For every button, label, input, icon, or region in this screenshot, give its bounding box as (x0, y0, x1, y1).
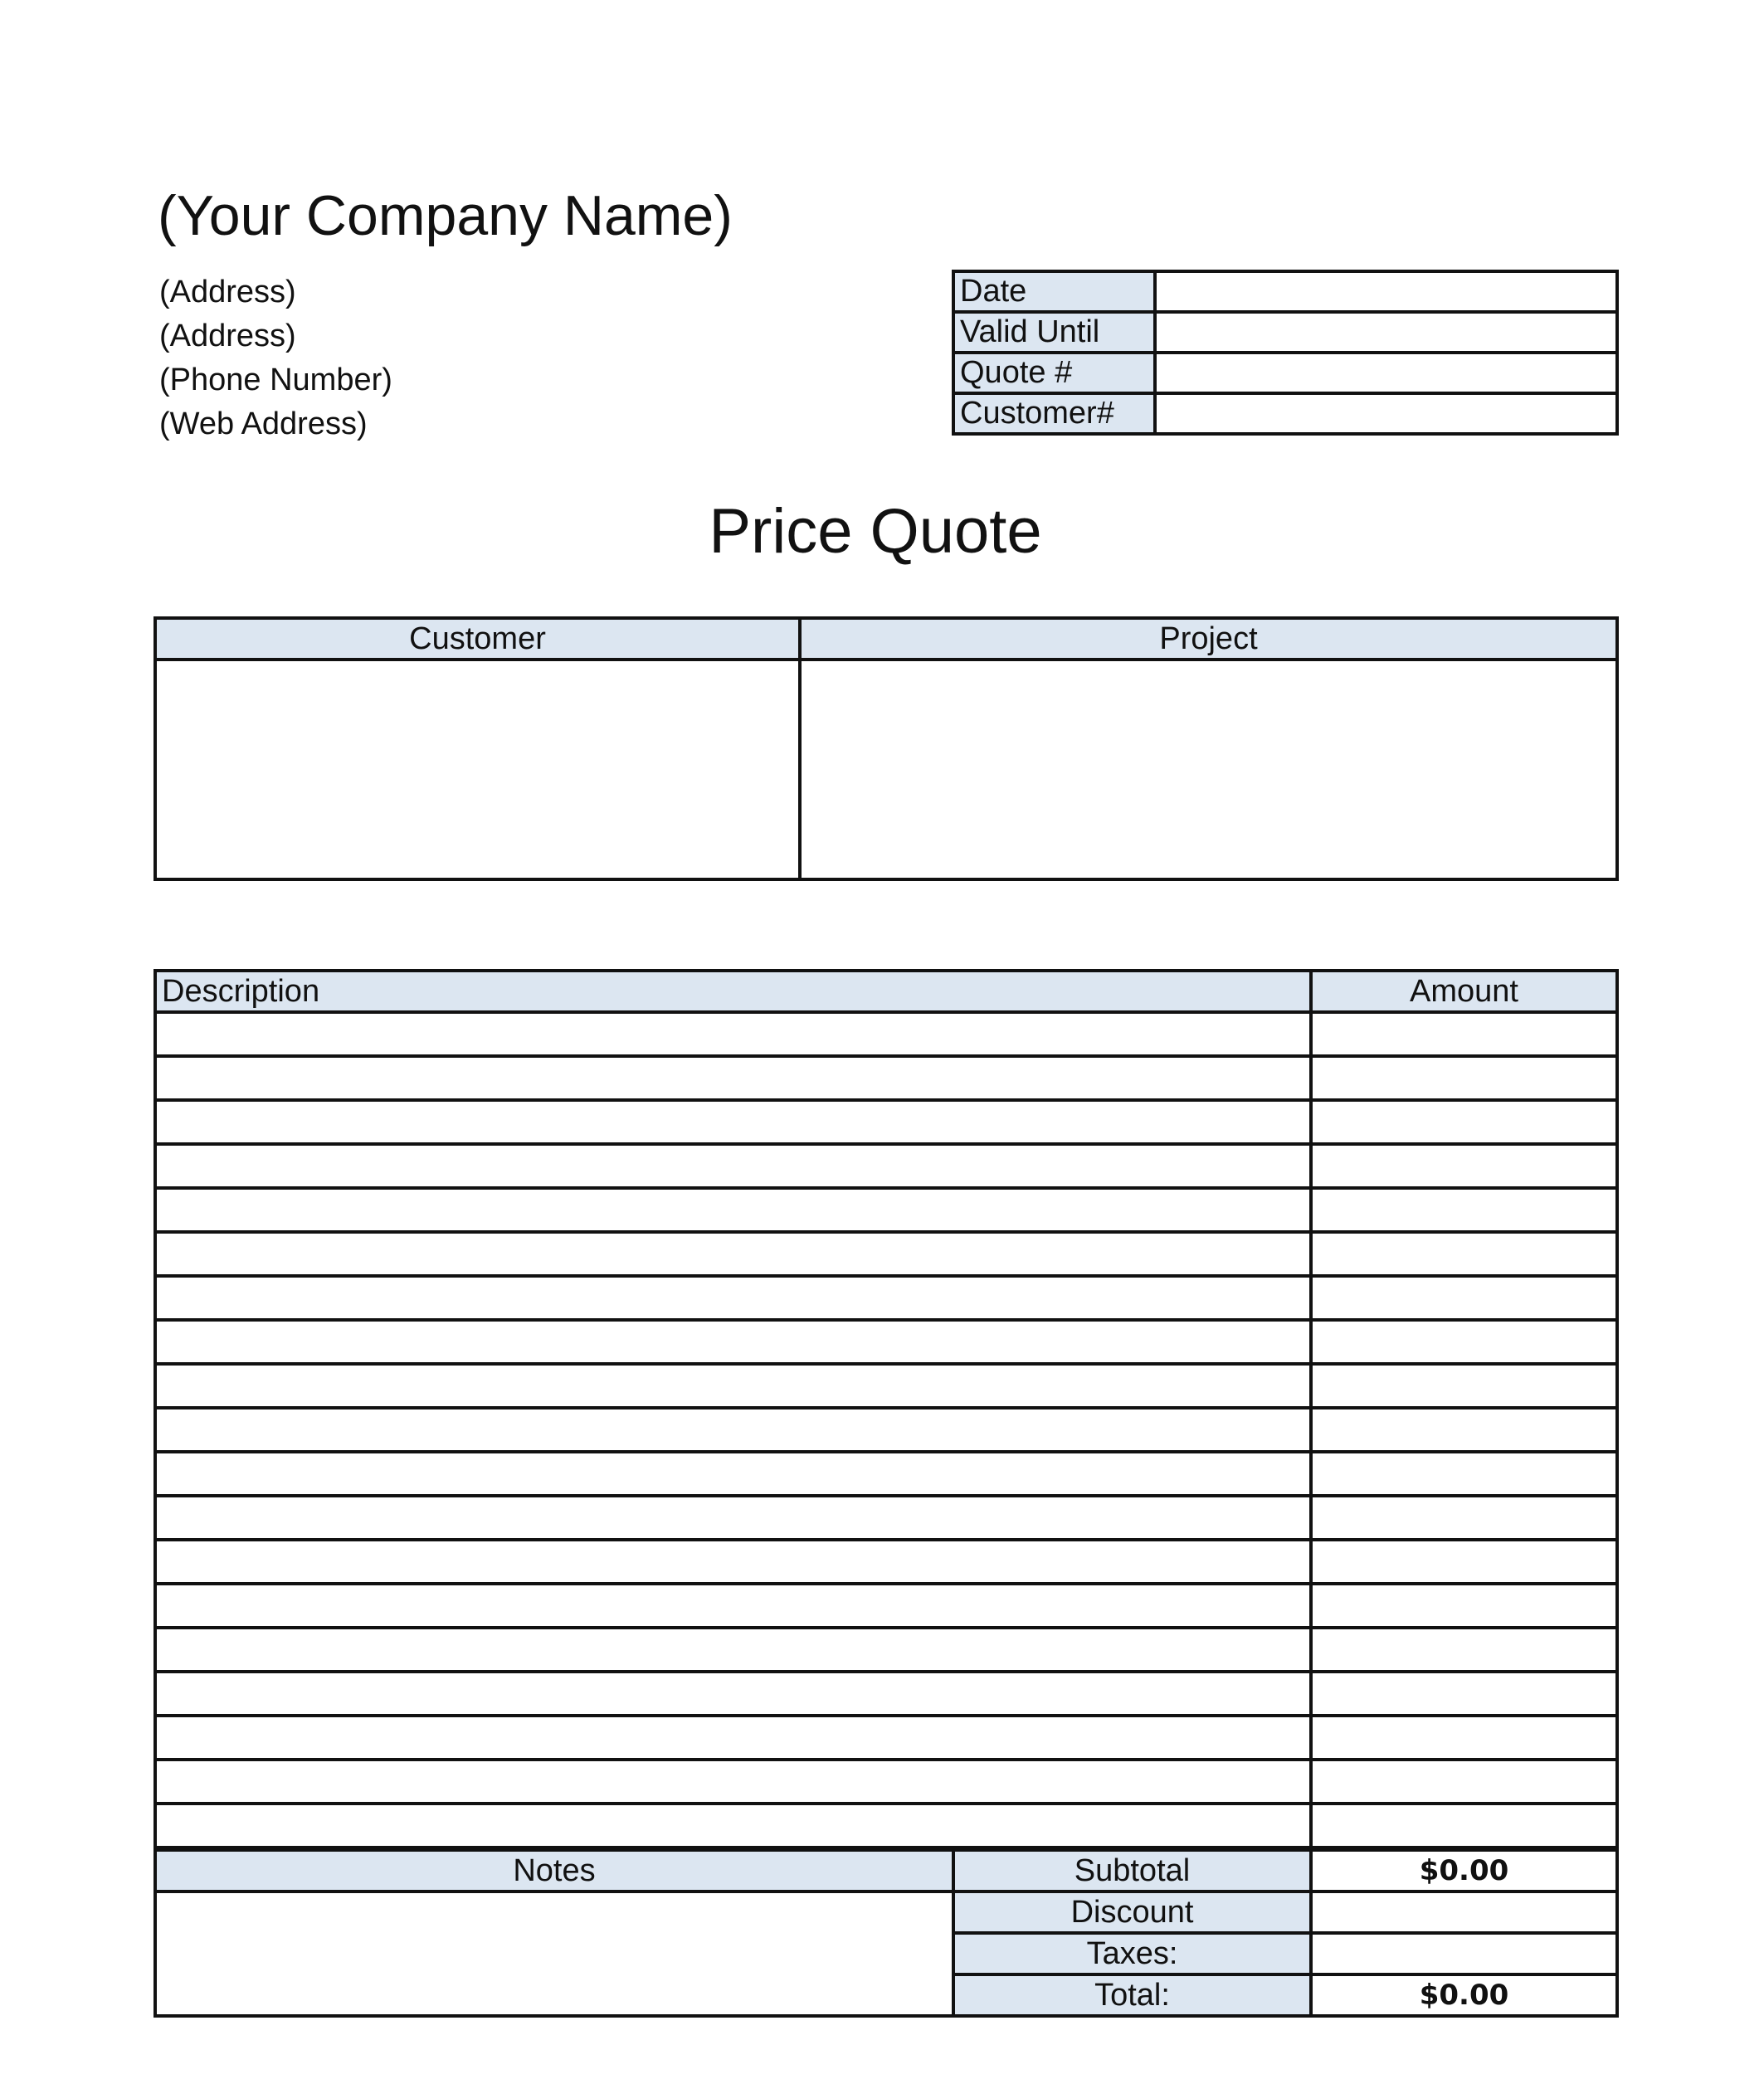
customer-number-label: Customer# (953, 393, 1155, 434)
description-header: Description (155, 971, 1311, 1012)
amount-cell[interactable] (1311, 1408, 1617, 1452)
amount-cell[interactable] (1311, 1276, 1617, 1320)
subtotal-label: Subtotal (953, 1850, 1311, 1891)
customer-details-field[interactable] (155, 660, 800, 879)
description-cell[interactable] (155, 1056, 1311, 1100)
subtotal-value: $0.00 (1311, 1850, 1617, 1891)
description-cell[interactable] (155, 1364, 1311, 1408)
description-cell[interactable] (155, 1760, 1311, 1804)
table-row (155, 1408, 1617, 1452)
date-value[interactable] (1155, 271, 1617, 312)
description-cell[interactable] (155, 1628, 1311, 1672)
total-label: Total: (953, 1974, 1311, 2016)
meta-row-valid-until (953, 312, 1617, 353)
description-cell[interactable] (155, 1496, 1311, 1540)
taxes-value[interactable] (1311, 1933, 1617, 1974)
table-row (155, 1276, 1617, 1320)
description-cell[interactable] (155, 1584, 1311, 1628)
amount-header: Amount (1311, 971, 1617, 1012)
customer-number-value[interactable] (1155, 393, 1617, 434)
total-value: $0.00 (1311, 1974, 1617, 2016)
description-cell[interactable] (155, 1100, 1311, 1144)
amount-cell[interactable] (1311, 1144, 1617, 1188)
table-row (155, 1804, 1617, 1848)
table-row (155, 1540, 1617, 1584)
web-address: (Web Address) (159, 407, 368, 441)
description-cell[interactable] (155, 1232, 1311, 1276)
project-header: Project (800, 618, 1617, 660)
amount-cell[interactable] (1311, 1584, 1617, 1628)
table-row (155, 1496, 1617, 1540)
address-line-1: (Address) (159, 275, 296, 309)
description-cell[interactable] (155, 1012, 1311, 1056)
amount-cell[interactable] (1311, 1012, 1617, 1056)
company-contact (159, 270, 392, 446)
amount-cell[interactable] (1311, 1232, 1617, 1276)
table-row (155, 1452, 1617, 1496)
description-cell[interactable] (155, 1320, 1311, 1364)
discount-label: Discount (953, 1891, 1311, 1933)
table-row (155, 1188, 1617, 1232)
table-row (155, 1320, 1617, 1364)
company-name: (Your Company Name) (158, 184, 733, 247)
amount-cell[interactable] (1311, 1188, 1617, 1232)
quote-meta-table (952, 270, 1619, 436)
amount-cell[interactable] (1311, 1100, 1617, 1144)
quote-number-value[interactable] (1155, 353, 1617, 393)
project-details-field[interactable] (800, 660, 1617, 879)
meta-row-date (953, 271, 1617, 312)
table-row (155, 1056, 1617, 1100)
table-row (155, 1232, 1617, 1276)
amount-cell[interactable] (1311, 1760, 1617, 1804)
table-row (155, 1364, 1617, 1408)
notes-header: Notes (155, 1850, 953, 1891)
valid-until-label: Valid Until (953, 312, 1155, 353)
table-row (155, 1672, 1617, 1716)
taxes-label: Taxes: (953, 1933, 1311, 1974)
meta-row-customer-number (953, 393, 1617, 434)
description-cell[interactable] (155, 1188, 1311, 1232)
page-title-text: Price Quote (709, 496, 1042, 567)
table-row (155, 1628, 1617, 1672)
line-items-body (155, 1012, 1617, 1848)
line-items-table (153, 969, 1619, 1849)
amount-cell[interactable] (1311, 1320, 1617, 1364)
description-cell[interactable] (155, 1408, 1311, 1452)
date-label: Date (953, 271, 1155, 312)
amount-cell[interactable] (1311, 1364, 1617, 1408)
amount-cell[interactable] (1311, 1056, 1617, 1100)
description-cell[interactable] (155, 1804, 1311, 1848)
description-cell[interactable] (155, 1452, 1311, 1496)
table-row (155, 1584, 1617, 1628)
valid-until-value[interactable] (1155, 312, 1617, 353)
description-cell[interactable] (155, 1144, 1311, 1188)
amount-cell[interactable] (1311, 1628, 1617, 1672)
address-line-2: (Address) (159, 319, 296, 353)
notes-field[interactable] (155, 1891, 953, 2016)
table-row (155, 1012, 1617, 1056)
customer-project-table (153, 616, 1619, 881)
description-cell[interactable] (155, 1540, 1311, 1584)
table-row (155, 1760, 1617, 1804)
amount-cell[interactable] (1311, 1672, 1617, 1716)
meta-row-quote-number (953, 353, 1617, 393)
page-title (0, 494, 1764, 569)
notes-totals-table (153, 1848, 1619, 2018)
amount-cell[interactable] (1311, 1540, 1617, 1584)
discount-value[interactable] (1311, 1891, 1617, 1933)
amount-cell[interactable] (1311, 1804, 1617, 1848)
customer-header: Customer (155, 618, 800, 660)
table-row (155, 1144, 1617, 1188)
description-cell[interactable] (155, 1672, 1311, 1716)
amount-cell[interactable] (1311, 1496, 1617, 1540)
phone-number: (Phone Number) (159, 363, 392, 397)
description-cell[interactable] (155, 1716, 1311, 1760)
amount-cell[interactable] (1311, 1452, 1617, 1496)
description-cell[interactable] (155, 1276, 1311, 1320)
amount-cell[interactable] (1311, 1716, 1617, 1760)
quote-number-label: Quote # (953, 353, 1155, 393)
table-row (155, 1100, 1617, 1144)
table-row (155, 1716, 1617, 1760)
